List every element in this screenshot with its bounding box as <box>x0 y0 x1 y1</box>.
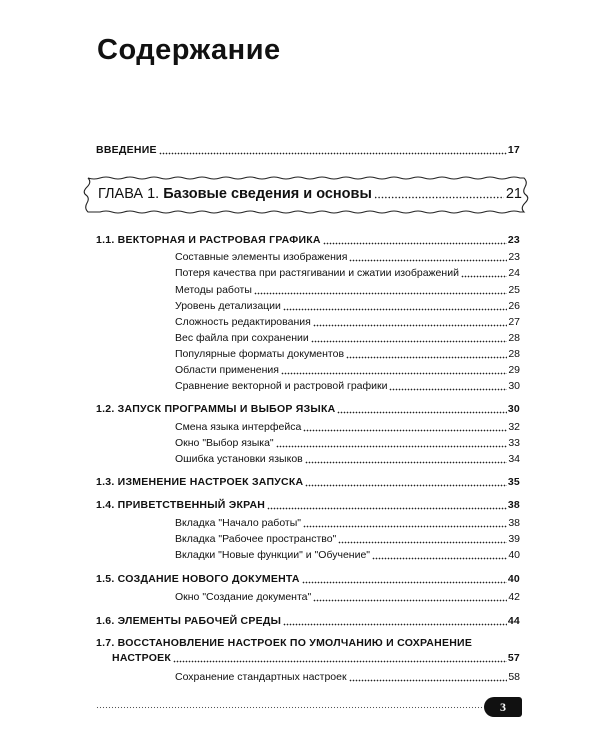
toc-section-label: 1.4. ПРИВЕТСТВЕННЫЙ ЭКРАН <box>96 499 266 511</box>
leader-dots <box>305 454 508 464</box>
toc-subentry[interactable] <box>175 266 520 280</box>
leader-dots <box>159 145 507 155</box>
toc-subentry-label: Ошибка установки языков <box>175 453 303 465</box>
toc-section-page: 57 <box>507 652 520 664</box>
chapter-title: Базовые сведения и основы <box>163 186 372 202</box>
toc-entry-label: ВВЕДЕНИЕ <box>96 144 157 156</box>
toc-subentry[interactable] <box>175 299 520 313</box>
toc-section-page: 23 <box>507 234 520 246</box>
leader-dots <box>302 574 507 584</box>
toc-section-label: 1.3. ИЗМЕНЕНИЕ НАСТРОЕК ЗАПУСКА <box>96 476 304 488</box>
leader-dots <box>276 438 508 448</box>
toc-subentry[interactable] <box>175 516 520 530</box>
toc-subentry-label: Составные элементы изображения <box>175 251 348 263</box>
toc-subentry[interactable] <box>175 452 520 466</box>
toc-section-label: 1.1. ВЕКТОРНАЯ И РАСТРОВАЯ ГРАФИКА <box>96 234 321 246</box>
leader-dots <box>283 301 507 311</box>
leader-dots <box>372 550 507 560</box>
toc-subentry-page: 29 <box>508 364 520 376</box>
leader-dots <box>337 404 506 414</box>
toc-section-page: 40 <box>507 573 520 585</box>
toc-subentry-label: Вес файла при сохранении <box>175 332 309 344</box>
toc-subentry[interactable] <box>175 250 520 264</box>
toc-section-1-3[interactable] <box>96 475 520 489</box>
leader-dots <box>173 653 507 663</box>
toc-entry-intro[interactable] <box>96 143 520 157</box>
toc-section-page: 38 <box>507 499 520 511</box>
leader-dots <box>311 333 508 343</box>
toc-subentry[interactable] <box>175 420 520 434</box>
toc-chapter-1[interactable] <box>98 186 522 202</box>
toc-subentry[interactable] <box>175 436 520 450</box>
toc-section-label: 1.5. СОЗДАНИЕ НОВОГО ДОКУМЕНТА <box>96 573 300 585</box>
toc-section-1-7-line1[interactable]: 1.7. ВОССТАНОВЛЕНИЕ НАСТРОЕК ПО УМОЛЧАНИЮ И СОХРАНЕНИЕ <box>96 637 473 649</box>
toc-subentry[interactable] <box>175 590 520 604</box>
toc-subentry-page: 28 <box>508 332 520 344</box>
leader-dots <box>283 616 507 626</box>
page-number-badge: 3 <box>484 697 522 717</box>
toc-subentry[interactable] <box>175 363 520 377</box>
leader-dots <box>313 592 507 602</box>
toc-subentry-page: 25 <box>508 284 520 296</box>
toc-section-page: 44 <box>507 615 520 627</box>
toc-subentry-page: 38 <box>508 517 520 529</box>
toc-section-label: 1.2. ЗАПУСК ПРОГРАММЫ И ВЫБОР ЯЗЫКА <box>96 403 336 415</box>
toc-subentry-label: Сложность редактирования <box>175 316 311 328</box>
leader-dots <box>338 534 507 544</box>
leader-dots <box>303 518 507 528</box>
toc-section-1-4[interactable] <box>96 498 520 512</box>
toc-subentry-page: 32 <box>508 421 520 433</box>
toc-subentry-page: 58 <box>508 671 520 683</box>
toc-subentry-label: Вкладка "Начало работы" <box>175 517 302 529</box>
toc-subentry-label: Потеря качества при растягивании и сжатии изображений <box>175 267 459 279</box>
toc-subentry-label: Сохранение стандартных настроек <box>175 671 347 683</box>
leader-dots <box>303 422 507 432</box>
toc-subentry[interactable] <box>175 670 520 684</box>
leader-dots <box>323 235 507 245</box>
toc-section-1-5[interactable] <box>96 572 520 586</box>
toc-subentry-page: 34 <box>508 453 520 465</box>
toc-subentry-label: Области применения <box>175 364 279 376</box>
toc-subentry-label: Вкладка "Рабочее пространство" <box>175 533 337 545</box>
toc-subentry-label: Смена языка интерфейса <box>175 421 302 433</box>
toc-section-1-1[interactable] <box>96 233 520 247</box>
toc-subentry-page: 23 <box>508 251 520 263</box>
toc-subentry[interactable] <box>175 532 520 546</box>
toc-section-page: 30 <box>507 403 520 415</box>
toc-subentry-label: Популярные форматы документов <box>175 348 345 360</box>
toc-subentry-label: Уровень детализации <box>175 300 281 312</box>
chapter-page: 21 <box>505 186 522 202</box>
chapter-label: ГЛАВА 1. <box>98 186 160 202</box>
toc-subentry[interactable] <box>175 548 520 562</box>
footer-dotted-line <box>96 706 484 710</box>
toc-subentry[interactable] <box>175 347 520 361</box>
leader-dots <box>349 252 507 262</box>
toc-subentry[interactable] <box>175 315 520 329</box>
leader-dots <box>281 365 507 375</box>
toc-section-page: 35 <box>507 476 520 488</box>
leader-dots <box>267 500 507 510</box>
toc-subentry-page: 40 <box>508 549 520 561</box>
leader-dots <box>349 672 508 682</box>
toc-subentry-label: Вкладки "Новые функции" и "Обучение" <box>175 549 371 561</box>
toc-entry-page: 17 <box>507 144 520 156</box>
toc-section-1-2[interactable] <box>96 402 520 416</box>
toc-subentry-page: 42 <box>508 591 520 603</box>
toc-subentry-page: 26 <box>508 300 520 312</box>
toc-subentry[interactable] <box>175 331 520 345</box>
leader-dots <box>461 268 507 278</box>
leader-dots <box>313 317 508 327</box>
toc-subentry-label: Сравнение векторной и растровой графики <box>175 380 388 392</box>
toc-section-1-6[interactable] <box>96 614 520 628</box>
toc-subentry-page: 24 <box>508 267 520 279</box>
leader-dots <box>346 349 507 359</box>
toc-subentry-label: Окно "Выбор языка" <box>175 437 274 449</box>
toc-subentry-page: 28 <box>508 348 520 360</box>
toc-subentry-page: 30 <box>508 380 520 392</box>
toc-subentry-label: Окно "Создание документа" <box>175 591 312 603</box>
leader-dots <box>254 285 507 295</box>
toc-section-label: 1.6. ЭЛЕМЕНТЫ РАБОЧЕЙ СРЕДЫ <box>96 615 282 627</box>
toc-subentry-label: Методы работы <box>175 284 252 296</box>
toc-subentry[interactable] <box>175 283 520 297</box>
toc-subentry[interactable] <box>175 379 520 393</box>
toc-subentry-page: 39 <box>508 533 520 545</box>
page-title: Содержание <box>97 34 281 66</box>
leader-dots <box>305 477 506 487</box>
toc-subentry-page: 27 <box>508 316 520 328</box>
leader-dots <box>389 381 507 391</box>
toc-section-1-7[interactable] <box>112 651 520 665</box>
toc-subentry-page: 33 <box>508 437 520 449</box>
toc-section-label: НАСТРОЕК <box>112 652 172 664</box>
leader-dots <box>374 187 504 199</box>
